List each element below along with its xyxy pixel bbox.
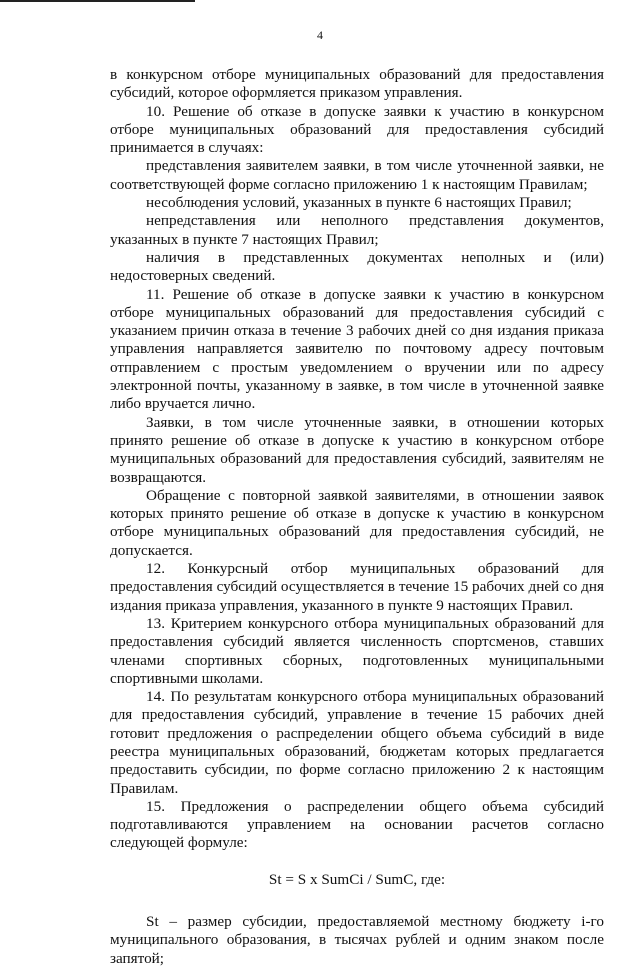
paragraph: представления заявителем заявки, в том числе уточненной заявки, не соответствующей форме согласно приложению 1 к настоящим Правилам;	[110, 157, 604, 193]
paragraph: Обращение с повторной заявкой заявителями, в отношении заявок которых принято решение об отказе в допуске к участию в конкурсном отборе муниципальных образований для предоставления субсидий, не допускается.	[110, 486, 604, 559]
definition: St – размер субсидии, предоставляемой местному бюджету i-го муниципального образования, в тысячах рублей и одним знаком после запятой;	[110, 913, 604, 967]
paragraph: в конкурсном отборе муниципальных образований для предоставления субсидий, которое оформляется приказом управления.	[110, 66, 604, 102]
paragraph: 12. Конкурсный отбор муниципальных образований для предоставления субсидий осуществляется в течение 15 рабочих дней со дня издания приказа управления, указанного в пункте 9 настоящих Правил.	[110, 560, 604, 614]
paragraph: 10. Решение об отказе в допуске заявки к участию в конкурсном отборе муниципальных образований для предоставления субсидий принимается в случаях:	[110, 102, 604, 157]
document-body	[110, 66, 604, 968]
top-rule	[0, 0, 195, 2]
paragraph: 11. Решение об отказе в допуске заявки к участию в конкурсном отборе муниципальных образований для предоставления субсидий с указанием причин отказа в течение 3 рабочих дней со дня издания приказа управления направляется заявителю по почтовому адресу почтовым отправлением с простым уведомлением о вручении или по адресу электронной почты, указанному в заявке, в том числе в уточненной заявке либо вручается лично.	[110, 285, 604, 413]
paragraph: 13. Критерием конкурсного отбора муниципальных образований для предоставления субсидий является численность спортсменов, ставших членами спортивных сборных, подготовленных муниципальными спортивными школами.	[110, 614, 604, 687]
paragraph: несоблюдения условий, указанных в пункте 6 настоящих Правил;	[146, 194, 572, 212]
paragraph: 15. Предложения о распределении общего объема субсидий подготавливаются управлением на основании расчетов согласно следующей формуле:	[110, 797, 604, 852]
paragraph: Заявки, в том числе уточненные заявки, в отношении которых принято решение об отказе в допуске к участию в конкурсном отборе муниципальных образований для предоставления субсидий, заявителям не возвращаются.	[110, 413, 604, 486]
paragraph: непредставления или неполного представления документов, указанных в пункте 7 настоящих Правил;	[110, 212, 604, 248]
formula: St = S x SumCi / SumC, где:	[268, 870, 446, 888]
paragraph: наличия в представленных документах неполных и (или) недостоверных сведений.	[110, 248, 604, 285]
paragraph: 14. По результатам конкурсного отбора муниципальных образований для предоставления субсидий, управление в течение 15 рабочих дней готовит предложения о распределении общего объема субсидий в виде реестра муниципальных образований, бюджетам которых предлагается предоставить субсидии, по форме согласно приложению 2 к настоящим Правилам.	[110, 688, 604, 797]
page-number: 4	[317, 28, 323, 42]
